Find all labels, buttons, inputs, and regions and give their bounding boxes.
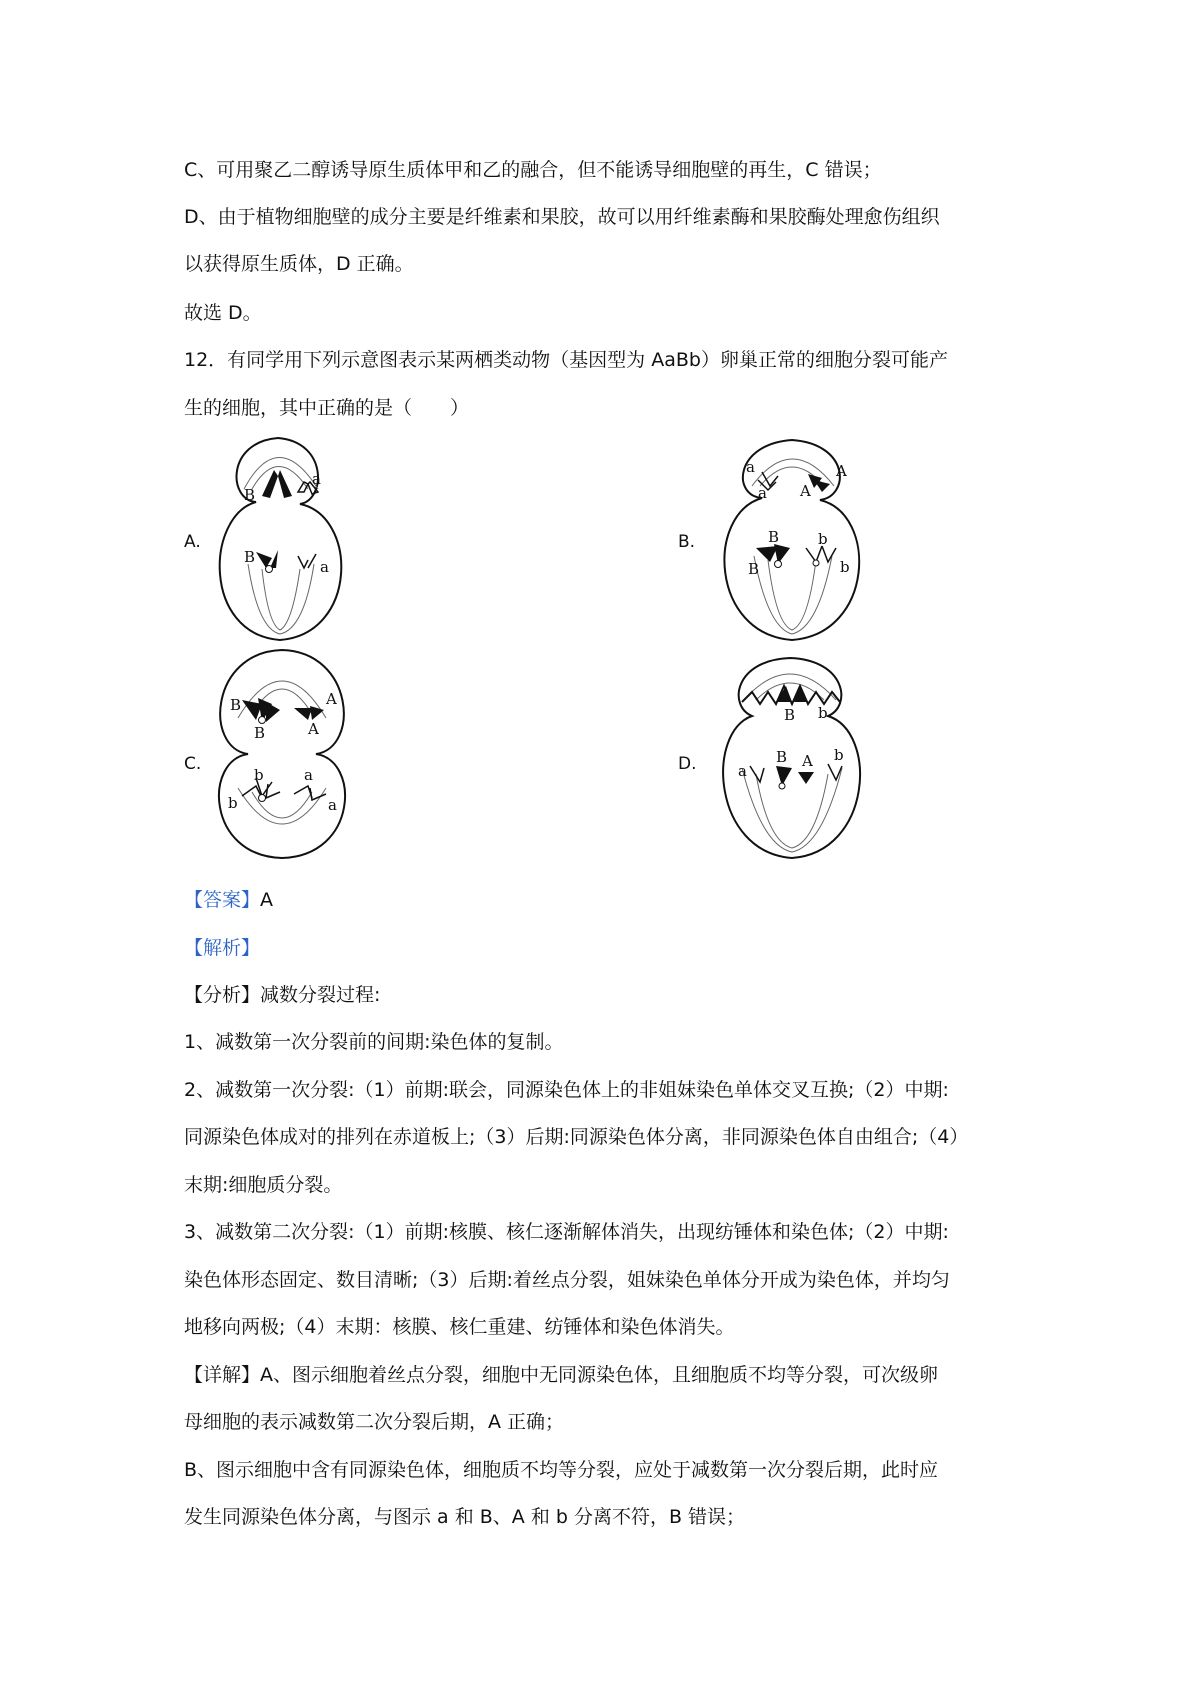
answer-tag: 【答案】: [184, 889, 261, 911]
gene-label: a: [746, 458, 755, 476]
gene-label: b: [818, 530, 828, 548]
gene-label: b: [834, 746, 844, 764]
answer-line: [184, 888, 273, 912]
option-a-label: A.: [184, 532, 201, 552]
question-stem: 生的细胞，其中正确的是（ ）: [184, 397, 470, 419]
gene-label: B: [784, 706, 796, 724]
gene-label: a: [312, 470, 321, 488]
gene-label: a: [328, 796, 337, 814]
gene-label: A: [802, 752, 813, 770]
gene-label: a: [738, 762, 747, 780]
gene-label: b: [840, 558, 850, 576]
text-line: 染色体形态固定、数目清晰;（3）后期:着丝点分裂，姐妹染色单体分开成为染色体，并均匀: [184, 1269, 950, 1291]
gene-label: a: [304, 766, 313, 784]
text-line: 发生同源染色体分离，与图示 a 和 B、A 和 b 分离不符，B 错误；: [184, 1506, 746, 1528]
gene-label: A: [836, 462, 847, 480]
option-c-cell-diagram: [208, 648, 358, 862]
option-d-cell-diagram: [712, 656, 872, 866]
question-stem: 12．有同学用下列示意图表示某两栖类动物（基因型为 AaBb）卵巢正常的细胞分裂可能产: [184, 349, 948, 371]
answer-value: A: [260, 889, 274, 911]
analysis-tag: 【解析】: [184, 937, 261, 959]
text-line: 【详解】A、图示细胞着丝点分裂，细胞中无同源染色体，且细胞质不均等分裂，可次级卵: [184, 1364, 938, 1386]
gene-label: b: [228, 794, 238, 812]
option-b-label: B.: [678, 532, 696, 552]
text-line: 以获得原生质体，D 正确。: [184, 253, 414, 275]
option-b-cell-diagram: [718, 438, 868, 644]
gene-label: b: [818, 704, 828, 722]
option-a-cell-diagram: [208, 434, 358, 644]
text-line: D、由于植物细胞壁的成分主要是纤维素和果胶，故可以用纤维素酶和果胶酶处理愈伤组织: [184, 206, 940, 228]
gene-label: B: [230, 696, 242, 714]
text-line: 3、减数第二次分裂:（1）前期:核膜、核仁逐渐解体消失，出现纺锤体和染色体;（2）中期:: [184, 1221, 949, 1243]
gene-label: a: [320, 558, 329, 576]
text-line: 母细胞的表示减数第二次分裂后期，A 正确；: [184, 1411, 565, 1433]
text-line: 2、减数第一次分裂:（1）前期:联会，同源染色体上的非姐妹染色单体交叉互换;（2）中期:: [184, 1079, 949, 1101]
gene-label: a: [758, 484, 767, 502]
text-line: 地移向两极;（4）末期：核膜、核仁重建、纺锤体和染色体消失。: [184, 1316, 735, 1338]
text-line: C、可用聚乙二醇诱导原生质体甲和乙的融合，但不能诱导细胞壁的再生，C 错误；: [184, 159, 882, 181]
gene-label: A: [326, 690, 337, 708]
text-line: 1、减数第一次分裂前的间期:染色体的复制。: [184, 1031, 564, 1053]
text-line: 末期:细胞质分裂。: [184, 1174, 343, 1196]
gene-label: B: [768, 528, 780, 546]
gene-label: B: [776, 748, 788, 766]
option-d-label: D.: [678, 754, 697, 774]
gene-label: B: [748, 560, 760, 578]
gene-label: A: [308, 720, 319, 738]
option-c-label: C.: [184, 754, 202, 774]
gene-label: B: [254, 724, 266, 742]
text-line: 故选 D。: [184, 302, 262, 324]
text-line: B、图示细胞中含有同源染色体，细胞质不均等分裂，应处于减数第一次分裂后期，此时应: [184, 1459, 939, 1481]
gene-label: b: [254, 766, 264, 784]
text-line: 同源染色体成对的排列在赤道板上;（3）后期:同源染色体分离，非同源染色体自由组合;（4）: [184, 1126, 969, 1148]
text-line: 【分析】减数分裂过程:: [184, 984, 381, 1006]
gene-label: B: [244, 548, 256, 566]
gene-label: A: [800, 482, 811, 500]
gene-label: B: [244, 486, 256, 504]
